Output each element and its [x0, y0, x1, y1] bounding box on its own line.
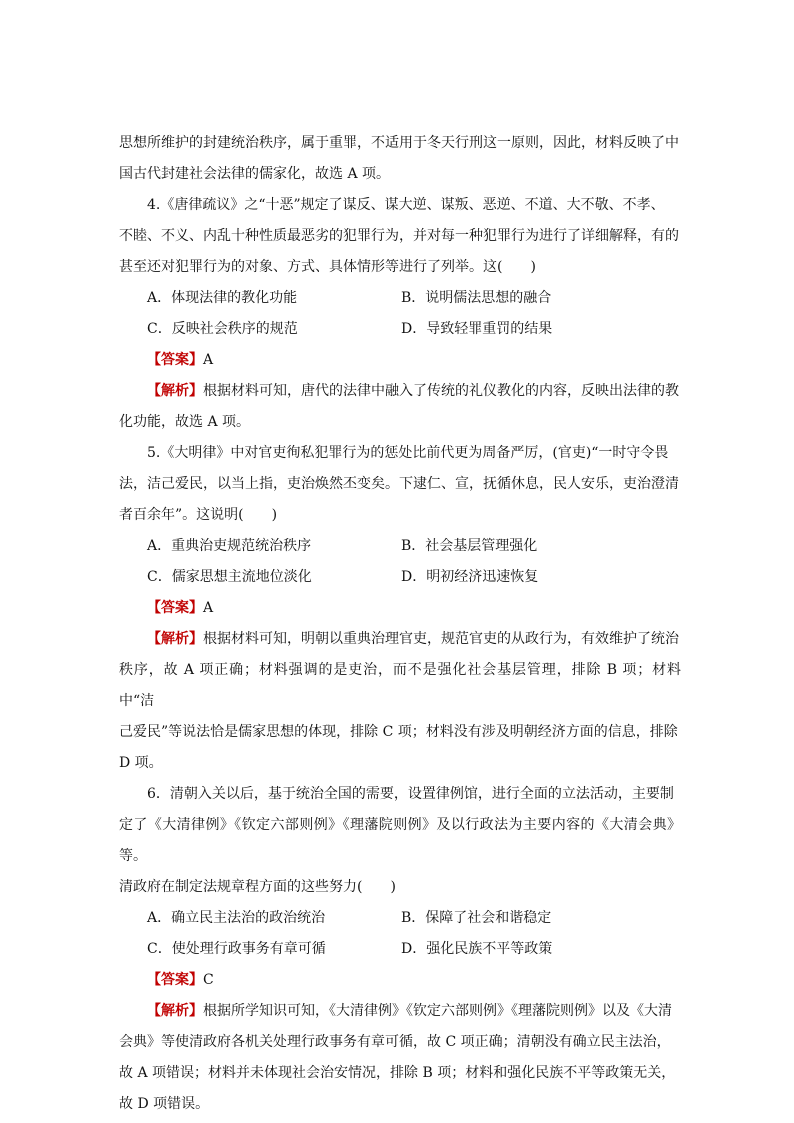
answer-line	[119, 965, 681, 996]
analysis-line	[119, 996, 681, 1027]
answer-label: 【答案】	[147, 600, 203, 616]
option-row	[119, 562, 681, 593]
analysis-label: 【解析】	[147, 631, 203, 647]
option-d: D．强化民族不平等政策	[401, 941, 553, 957]
analysis-label: 【解析】	[147, 1003, 203, 1019]
option-b: B．说明儒法思想的融合	[401, 290, 552, 306]
answer-line	[119, 345, 681, 376]
question-5	[119, 438, 681, 779]
page-content	[119, 128, 681, 1120]
intro-line-2: 国古代封建社会法律的儒家化，故选 A 项。	[119, 166, 391, 182]
analysis-line: 会典》等使清政府各机关处理行政事务有章可循，故 C 项正确；清朝没有确立民主法治，	[119, 1034, 671, 1050]
option-row	[119, 903, 681, 934]
question-stem-line: 者百余年”。这说明( )	[119, 507, 278, 523]
answer-value: A	[203, 352, 214, 368]
option-a: A．体现法律的教化功能	[147, 290, 298, 306]
option-row	[119, 934, 681, 965]
analysis-text: 根据材料可知，唐代的法律中融入了传统的礼仪教化的内容，反映出法律的教	[203, 383, 679, 399]
question-6	[119, 779, 681, 1120]
option-row	[119, 283, 681, 314]
analysis-line: D 项。	[119, 755, 163, 771]
option-a: A．重典治吏规范统治秩序	[147, 538, 312, 554]
answer-label: 【答案】	[147, 352, 203, 368]
answer-line	[119, 593, 681, 624]
question-stem-line: 4.《唐律疏议》之“十恶”规定了谋反、谋大逆、谋叛、恶逆、不道、大不敬、不孝、	[147, 197, 665, 213]
answer-label: 【答案】	[147, 972, 203, 988]
option-row	[119, 314, 681, 345]
analysis-line: 故 D 项错误。	[119, 1096, 210, 1112]
option-c: C．反映社会秩序的规范	[147, 321, 298, 337]
option-a: A．确立民主法治的政治统治	[147, 910, 326, 926]
question-stem-line: 清政府在制定法规章程方面的这些努力( )	[119, 879, 396, 895]
option-b: B．保障了社会和谐稳定	[401, 910, 552, 926]
intro-line-1: 思想所维护的封建统治秩序，属于重罪，不适用于冬天行刑这一原则，因此，材料反映了中	[119, 135, 679, 151]
question-stem-line: 5.《大明律》中对官吏徇私犯罪行为的惩处比前代更为周备严厉，(官吏)“一时守令畏	[147, 445, 669, 461]
option-c: C．使处理行政事务有章可循	[147, 941, 326, 957]
analysis-label: 【解析】	[147, 383, 203, 399]
analysis-line: 故 A 项错误；材料并未体现社会治安情况，排除 B 项；材料和强化民族不平等政策无关，	[119, 1065, 676, 1081]
analysis-text: 根据所学知识可知，《大清律例》《钦定六部则例》《理藩院则例》以及《大清	[203, 1003, 672, 1019]
option-d: D．导致轻罪重罚的结果	[401, 321, 553, 337]
question-stem-line: 甚至还对犯罪行为的对象、方式、具体情形等进行了列举。这( )	[119, 259, 536, 275]
answer-value: A	[203, 600, 214, 616]
question-stem-line: 定了《大清律例》《钦定六部则例》《理藩院则例》及以行政法为主要内容的《大清会典》等。	[119, 817, 681, 864]
option-row	[119, 531, 681, 562]
option-b: B．社会基层管理强化	[401, 538, 538, 554]
question-stem-line: 不睦、不义、内乱十种性质最恶劣的犯罪行为，并对每一种犯罪行为进行了详细解释，有的	[119, 228, 679, 244]
question-stem-line: 法，洁己爱民，以当上指，吏治焕然丕变矣。下逮仁、宣，抚循休息，民人安乐，吏治澄清	[119, 476, 679, 492]
analysis-line: 秩序，故 A 项正确；材料强调的是吏治，而不是强化社会基层管理，排除 B 项；材料中“洁	[119, 662, 681, 709]
analysis-line: 化功能，故选 A 项。	[119, 414, 251, 430]
question-4	[119, 190, 681, 438]
answer-value: C	[203, 972, 214, 988]
analysis-line: 己爱民”等说法恰是儒家思想的体现，排除 C 项；材料没有涉及明朝经济方面的信息，排除	[119, 724, 678, 740]
option-d: D．明初经济迅速恢复	[401, 569, 539, 585]
analysis-line	[119, 376, 681, 407]
question-stem-line: 6．清朝入关以后，基于统治全国的需要，设置律例馆，进行全面的立法活动，主要制	[147, 786, 674, 802]
option-c: C．儒家思想主流地位淡化	[147, 569, 312, 585]
analysis-text: 根据材料可知，明朝以重典治理官吏，规范官吏的从政行为，有效维护了统治	[203, 631, 679, 647]
analysis-line	[119, 624, 681, 655]
